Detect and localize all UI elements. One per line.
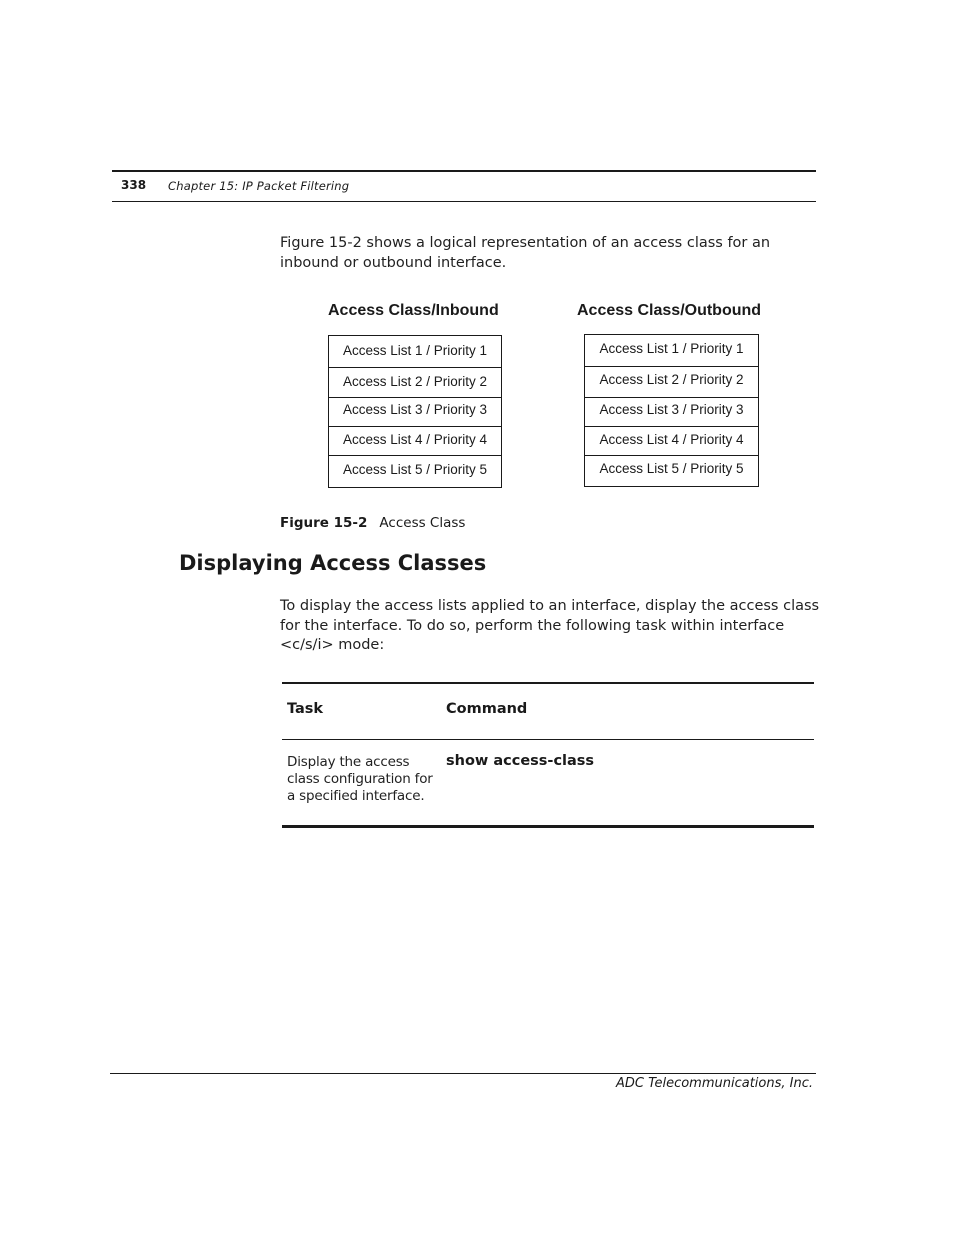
header-rule-bottom — [112, 201, 816, 202]
divider — [329, 367, 501, 368]
outbound-access-list-5: Access List 5 / Priority 5 — [599, 461, 744, 476]
figure-caption-label: Figure 15-2 — [280, 515, 368, 531]
divider — [585, 397, 758, 398]
divider — [585, 366, 758, 367]
section-paragraph: To display the access lists applied to an interface, display the access class for the interface. To do so, perform the following task within interface <c/s/i> mode: — [280, 598, 820, 653]
inbound-access-list-4: Access List 4 / Priority 4 — [342, 432, 488, 447]
inbound-title: Access Class/Inbound — [328, 302, 499, 319]
intro-paragraph: Figure 15-2 shows a logical representation of an access class for an inbound or outbound interface. — [280, 235, 771, 271]
footer-rule — [110, 1073, 816, 1074]
figure-caption-text: Access Class — [379, 515, 466, 531]
running-title: Chapter 15: IP Packet Filtering — [168, 179, 350, 193]
page-number: 338 — [121, 178, 147, 192]
inbound-access-list-stack — [328, 335, 502, 488]
divider — [329, 397, 501, 398]
section-heading: Displaying Access Classes — [179, 551, 487, 575]
table-rule-header — [282, 739, 814, 740]
footer-text: ADC Telecommunications, Inc. — [616, 1076, 813, 1091]
outbound-access-list-2: Access List 2 / Priority 2 — [599, 372, 744, 387]
outbound-access-list-3: Access List 3 / Priority 3 — [599, 402, 744, 417]
table-rule-bottom — [282, 825, 814, 828]
outbound-title: Access Class/Outbound — [577, 302, 762, 319]
inbound-access-list-1: Access List 1 / Priority 1 — [342, 343, 488, 358]
divider — [329, 455, 501, 456]
outbound-access-list-stack — [584, 334, 759, 487]
table-cell-command: show access-class — [446, 753, 595, 769]
figure-caption — [280, 515, 465, 531]
inbound-access-list-5: Access List 5 / Priority 5 — [342, 462, 488, 477]
outbound-access-list-4: Access List 4 / Priority 4 — [599, 432, 744, 447]
divider — [329, 426, 501, 427]
header-rule-top — [112, 170, 816, 172]
outbound-access-list-1: Access List 1 / Priority 1 — [599, 341, 744, 356]
table-cell-task: Display the access class configuration for a specified interface. — [287, 754, 433, 804]
inbound-access-list-2: Access List 2 / Priority 2 — [342, 374, 488, 389]
table-rule-top — [282, 682, 814, 684]
table-header-command: Command — [446, 701, 528, 717]
divider — [585, 426, 758, 427]
table-header-task: Task — [287, 701, 324, 717]
divider — [585, 455, 758, 456]
inbound-access-list-3: Access List 3 / Priority 3 — [342, 402, 488, 417]
